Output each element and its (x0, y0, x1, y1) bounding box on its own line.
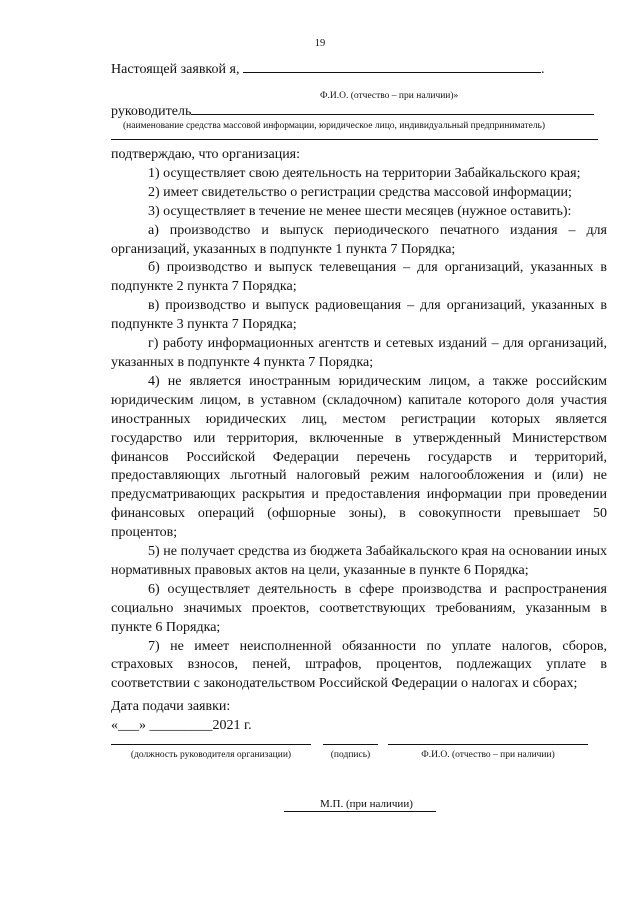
condition-3c: в) производство и выпуск радиовещания – для организаций, указанных в подпункте 3 пункта 7 Порядка; (111, 298, 607, 333)
signature-line (323, 744, 378, 745)
submission-date (111, 697, 252, 735)
page-number: 19 (314, 38, 326, 49)
statement-end: . (540, 62, 545, 77)
position-line (111, 744, 311, 745)
head-line (111, 104, 594, 120)
fio-caption: Ф.И.О. (отчество – при наличии)» (320, 91, 459, 101)
fio-line (388, 744, 588, 745)
signature-caption: (подпись) (330, 750, 371, 760)
condition-4: 4) не является иностранным юридическим лицом, а также российским юридическим лицом, в уставном (складочном) капитале которого доля участия иностранных юридических лиц, местом регистрации которых является государство или территория, включенные в утвержденный Министерством финансов Российской Федерации перечень государств и территорий, предоставляющих льготный налоговый режим налогообложения и (или) не предусматривающих раскрытия и предоставления информации при проведении финансовых операций (офшорные зоны), в совокупности превышает 50 процентов; (111, 373, 607, 541)
statement-start: Настоящей заявкой я, (111, 62, 240, 77)
condition-5: 5) не получает средства из бюджета Забайкальского края на основании иных нормативных правовых актов на цели, указанные в пункте 6 Порядка; (111, 544, 607, 578)
fio-caption-footer: Ф.И.О. (отчество – при наличии) (421, 750, 555, 760)
stamp-label: М.П. (при наличии) (320, 798, 413, 810)
date-line: «___» _________2021 г. (111, 718, 252, 733)
organization-fill-line (191, 114, 594, 115)
conditions-body (111, 146, 607, 694)
condition-3d: г) работу информационных агентств и сетевых изданий – для организаций, указанных в подпункте 4 пункта 7 Порядка; (111, 336, 607, 370)
intro-paragraph: подтверждаю, что организация: (111, 147, 301, 162)
condition-3a: а) производство и выпуск периодического печатного издания – для организаций, указанных в подпункте 1 пункта 7 Порядка; (111, 222, 607, 257)
condition-3b: б) производство и выпуск телевещания – для организаций, указанных в подпункте 2 пункта 7 Порядка; (111, 260, 607, 295)
fio-fill-line (243, 72, 541, 73)
condition-1: 1) осуществляет свою деятельность на территории Забайкальского края; (148, 165, 581, 181)
organization-caption: (наименование средства массовой информации, юридическое лицо, индивидуальный предприниматель) (123, 121, 546, 131)
end-line (284, 811, 436, 812)
position-caption: (должность руководителя организации) (130, 750, 292, 760)
condition-2: 2) имеет свидетельство о регистрации средства массовой информации; (148, 184, 572, 200)
condition-3: 3) осуществляет в течение не менее шести месяцев (нужное оставить): (148, 203, 572, 219)
condition-6: 6) осуществляет деятельность в сфере производства и распространения социально значимых проектов, соответствующих требованиям, указанным в пункте 6 Порядка; (111, 581, 607, 635)
date-label: Дата подачи заявки: (111, 699, 231, 714)
blank-line (111, 139, 598, 140)
condition-7: 7) не имеет неисполненной обязанности по уплате налогов, сборов, страховых взносов, пеней, штрафов, процентов, подлежащих уплате в соответствии с законодательством Российской Федерации о налогах и сборах; (111, 638, 607, 692)
head-label: руководитель (111, 104, 192, 119)
statement-line (111, 62, 544, 78)
